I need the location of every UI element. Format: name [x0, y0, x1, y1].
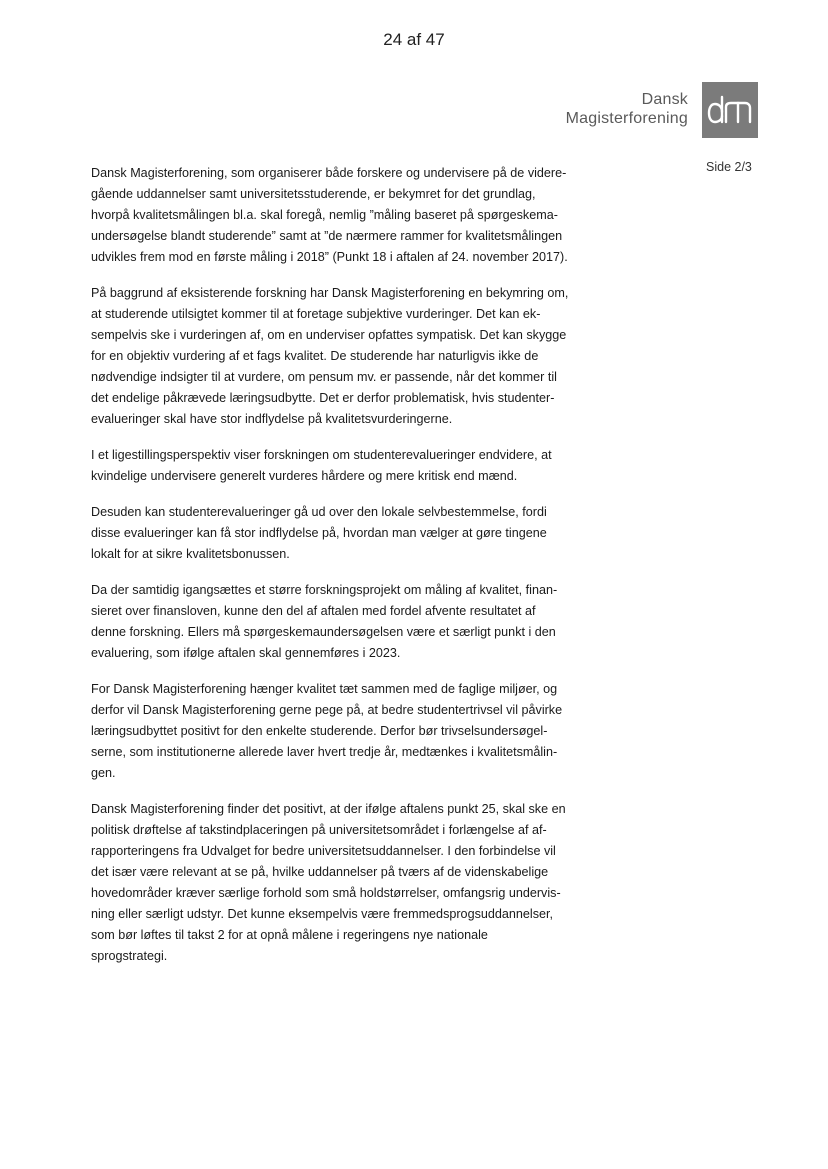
page-counter: 24 af 47: [383, 30, 445, 49]
paragraph: [91, 799, 607, 967]
text-line: nødvendige indsigter til at vurdere, om pensum mv. er passende, når det kommer til: [91, 370, 557, 384]
text-line: undersøgelse blandt studerende” samt at ”de nærmere rammer for kvalitetsmålingen: [91, 229, 563, 243]
letter-body: [91, 163, 607, 982]
paragraph: [91, 502, 607, 565]
text-line: derfor vil Dansk Magisterforening gerne pege på, at bedre studentertrivsel vil påvirke: [91, 703, 563, 717]
paragraph: [91, 163, 607, 268]
text-line: sprogstrategi.: [91, 949, 168, 963]
logo-line-1: Dansk: [641, 91, 688, 108]
text-line: disse evalueringer kan få stor indflydelse på, hvordan man vælger at gøre tingene: [91, 526, 547, 540]
text-line: sieret over finansloven, kunne den del af aftalen med fordel afvente resultatet af: [91, 604, 536, 618]
text-line: På baggrund af eksisterende forskning har Dansk Magisterforening en bekymring om,: [91, 286, 569, 300]
text-line: denne forskning. Ellers må spørgeskemaundersøgelsen være et særligt punkt i den: [91, 625, 556, 639]
dm-logo-icon: [702, 82, 758, 138]
text-line: det endelige påkrævede læringsudbytte. Det er derfor problematisk, hvis studenter-: [91, 391, 555, 405]
page-side-label: Side 2/3: [706, 160, 752, 174]
text-line: evalueringer skal have stor indflydelse på kvalitetsvurderingerne.: [91, 412, 453, 426]
text-line: ning eller særligt udstyr. Det kunne eksempelvis være fremmedsprogsuddannelser,: [91, 907, 553, 921]
text-line: Dansk Magisterforening, som organiserer både forskere og undervisere på de videre-: [91, 166, 567, 180]
text-line: læringsudbyttet positivt for den enkelte studerende. Derfor bør trivselsundersøgel-: [91, 724, 548, 738]
paragraph: [91, 445, 607, 487]
logo-line-2: Magisterforening: [565, 110, 688, 127]
paragraph: [91, 580, 607, 664]
organization-logo-text: [566, 90, 688, 128]
text-line: hvorpå kvalitetsmålingen bl.a. skal foregå, nemlig ”måling baseret på spørgeskema-: [91, 208, 558, 222]
paragraph: [91, 679, 607, 784]
text-line: kvindelige undervisere generelt vurderes hårdere og mere kritisk end mænd.: [91, 469, 518, 483]
text-line: gående uddannelser samt universitetsstuderende, er bekymret for det grundlag,: [91, 187, 536, 201]
text-line: For Dansk Magisterforening hænger kvalitet tæt sammen med de faglige miljøer, og: [91, 682, 558, 696]
text-line: gen.: [91, 766, 116, 780]
text-line: Dansk Magisterforening finder det positivt, at der ifølge aftalens punkt 25, skal ske en: [91, 802, 566, 816]
text-line: politisk drøftelse af takstindplaceringen på universitetsområdet i forlængelse af af-: [91, 823, 547, 837]
text-line: det især være relevant at se på, hvilke uddannelser på tværs af de videnskabelige: [91, 865, 549, 879]
text-line: rapporteringens fra Udvalget for bedre universitetsuddannelser. I den forbindelse vil: [91, 844, 556, 858]
text-line: evaluering, som ifølge aftalen skal gennemføres i 2023.: [91, 646, 401, 660]
text-line: Da der samtidig igangsættes et større forskningsprojekt om måling af kvalitet, finan-: [91, 583, 558, 597]
text-line: at studerende utilsigtet kommer til at foretage subjektive vurderinger. Det kan ek-: [91, 307, 541, 321]
text-line: udvikles frem mod en første måling i 2018” (Punkt 18 i aftalen af 24. november 2017).: [91, 250, 568, 264]
paragraph: [91, 283, 607, 430]
text-line: for en objektiv vurdering af et fags kvalitet. De studerende har naturligvis ikke de: [91, 349, 539, 363]
text-line: sempelvis ske i vurderingen af, om en underviser opfattes sympatisk. Det kan skygge: [91, 328, 567, 342]
text-line: serne, som institutionerne allerede laver hvert tredje år, medtænkes i kvalitetsmålin-: [91, 745, 558, 759]
text-line: hovedområder kræver særlige forhold som små holdstørrelser, omfangsrig undervis-: [91, 886, 561, 900]
text-line: I et ligestillingsperspektiv viser forskningen om studenterevalueringer endvidere, at: [91, 448, 552, 462]
text-line: som bør løftes til takst 2 for at opnå målene i regeringens nye nationale: [91, 928, 488, 942]
text-line: lokalt for at sikre kvalitetsbonussen.: [91, 547, 290, 561]
text-line: Desuden kan studenterevalueringer gå ud over den lokale selvbestemmelse, fordi: [91, 505, 547, 519]
